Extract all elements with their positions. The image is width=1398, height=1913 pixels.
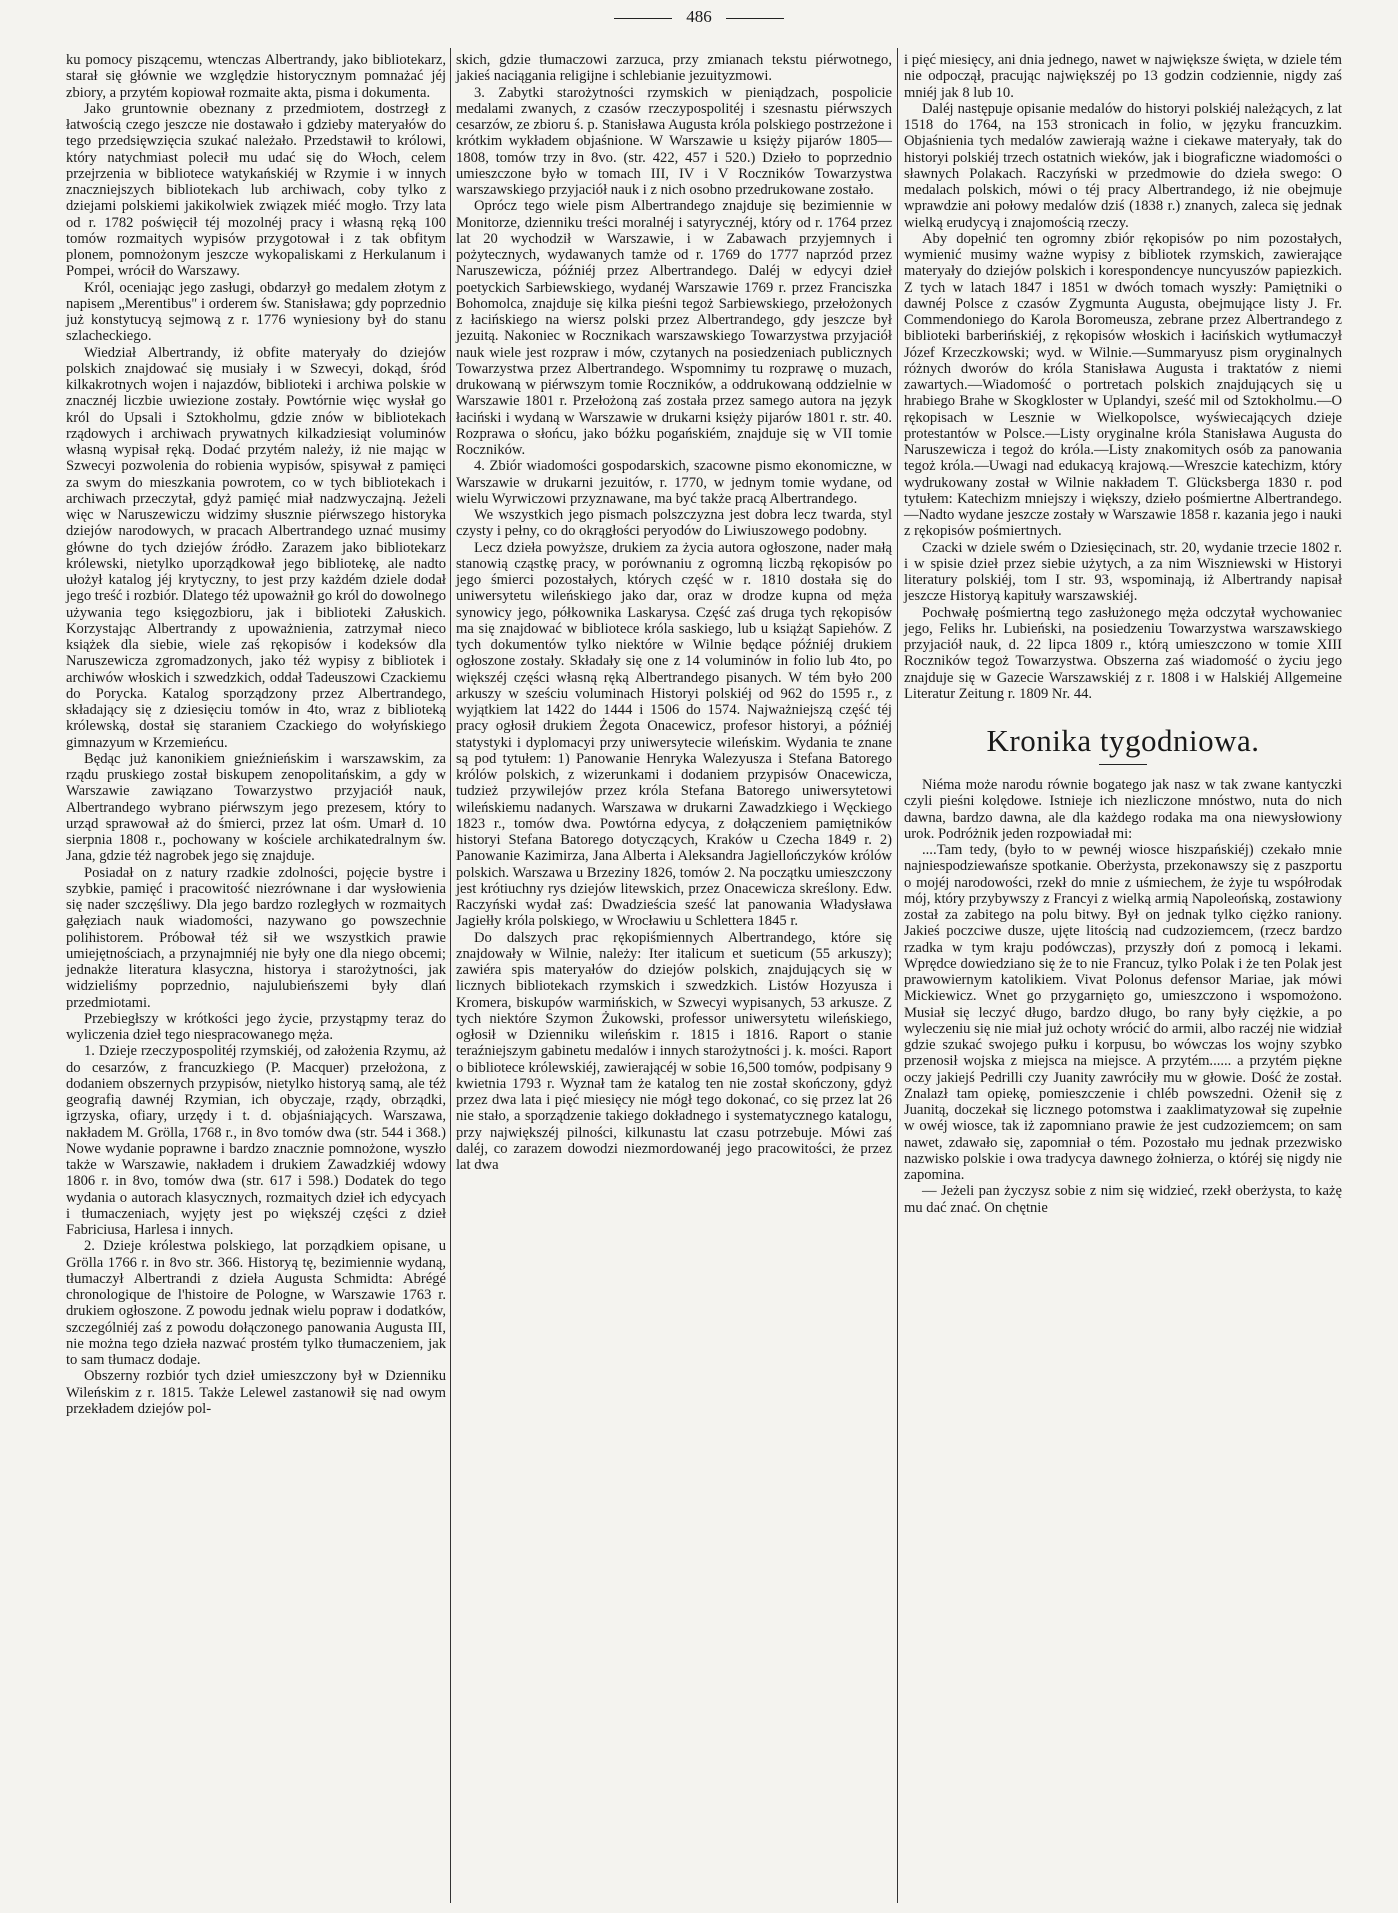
paragraph: Daléj następuje opisanie medalów do historyi polskiéj należących, z lat 1518 do 1764, na 153 stronicach in folio, w języku francuzkim. Objaśnienia tych medalów zawierają ważne i ciekawe materyały, tak do historyi polskiéj trzech ostatnich wieków, jak i biograficzne wiadomości o sławnych Polakach. Raczyński w przedmowie do dzieła swego: O medalach polskich, mówi o téj pracy Albertrandego, iż nie obejmuje wprawdzie ani połowy medalów dziś (1838 r.) znanych, zaleca się jednak wielką erudycyą i znajomością rzeczy. (904, 100, 1342, 231)
column-3 (904, 52, 1342, 1216)
paragraph: Przebiegłszy w krótkości jego życie, przystąpmy teraz do wyliczenia dzieł tego niespracowanego męża. (66, 1010, 446, 1043)
paragraph: Lecz dzieła powyższe, drukiem za życia autora ogłoszone, nader małą stanowią cząstkę pracy, w porównaniu z ogromną liczbą rękopisów po jego śmierci pozostałych, których część w r. 1810 dostała się do uniwersytetu wileńskiego jako dar, oraz w drodze kupna od męża synowicy jego, półkownika Laskarysa. Część zaś druga tych rękopisów ma się znajdować w bibliotece króla saskiego, lub u książąt Sapiehów. Z tych dokumentów tylko niektóre w Wilnie będące późniéj drukiem ogłoszone zostały. Składały się one z 14 voluminów in folio lub 4to, po większéj części własną ręką Albertrandego pisanych. W tém było 200 arkuszy w sześciu voluminach Historyi polskiéj od 962 do 1595 r., z wyjątkiem lat 1422 do 1444 i 1506 do 1574. Najważniejszą część téj pracy ogłosił drukiem Żegota Onacewicz, profesor historyi, a późniéj statystyki i dyplomacyi przy uniwersytecie wileńskim. Wydania te znane są pod tytułem: 1) Panowanie Henryka Walezyusza i Stefana Batorego królów polskich, z wizerunkami i dodaniem przypisów Onacewicza, tudzież przywilejów przez króla Stefana Batorego uniwersytetowi wileńskiemu nadanych. Warszawa w drukarni Zawadzkiego i Węckiego 1823 r., tomów dwa. Powtórna edycya, z dołączeniem pamiętników historyi Stefana Batorego dotyczących, Kraków u Czecha 1849 r. 2) Panowanie Kazimirza, Jana Alberta i Aleksandra Jagiellończyków królów polskich. Warszawa u Brzeziny 1826, tomów 2. Na początku umieszczony jest krótiuchny rys dziejów litewskich, przez Onacewicza skreślony. Edw. Raczyński wydał zaś: Dwadzieścia sześć lat panowania Władysława Jagiełły króla polskiego, w Wrocławiu u Schlettera 1845 r. (456, 539, 892, 930)
paragraph: ....Tam tedy, (było to w pewnéj wiosce hiszpańskiéj) czekało mnie najniespodziewańsze spotkanie. Oberżysta, przekonawszy się z paszportu o mojéj narodowości, rzekł do mnie z uśmiechem, że żyje tu współrodak mój, który przybywszy z Francyi z wielką armią Napoleońską, zostawiony został za zabitego na polu bitwy. Był on jednak tylko ciężko raniony. Jakieś poczciwe dusze, ujęte litością nad cudzoziemcem, (rzecz bardzo rzadka w tym kraju podówczas), przyszły doń z pomocą i lekami. Wprędce dowiedziano się że to nie Francuz, tylko Polak i że ten Polak jest prawowiernym katolikiem. Vivat Polonus defensor Mariae, jak mówi Mickiewicz. Wnet go przygarnięto go, umieszczono i wspomożono. Musiał się leczyć długo, bardzo długo, bo rany były ciężkie, a po wyleczeniu się nie miał już ochoty wrócić do armii, albo raczéj nie widział gdzie szukać swojego pułku i korpusu, bo wówczas los wojny szybko przenosił wojska z miejsca na miejsce. A przytém...... a przytém piękne oczy jakiejś Pedrilli czy Juanity zawróciły mu w głowie. Dość że został. Znalazł tam opiekę, pomieszczenie i chléb powszedni. Ożenił się z Juanitą, doczekał się licznego potomstwa i zaaklimatyzował się zupełnie w owéj wiosce, tak iż zapomniano prawie że jest cudzoziemcem; on sam nawet, zdawało się, zapomniał o tém. Pozostało mu jednak przezwisko nazwisko polskie i owa tradycya dawnego żołnierza, o któréj się nigdy nie zapomina. (904, 842, 1342, 1183)
paragraph: Niéma może narodu równie bogatego jak nasz w tak zwane kantyczki czyli pieśni kolędowe. Istnieje ich niezliczone mnóstwo, nuta do nich dawna, bardzo dawna, ale dla każdego rodaka ma ona niewysłowiony urok. Podróżnik jeden rozpowiadał mi: (904, 777, 1342, 842)
paragraph: Wiedział Albertrandy, iż obfite materyały do dziejów polskich znajdować się musiały i w Szwecyi, dokąd, śród kilkakrotnych wojen i najazdów, biblioteki i archiwa polskie w znacznéj liczbie uwiezione zostały. Powtórnie więc wysłał go król do Upsali i Sztokholmu, gdzie znów w bibliotekach rządowych i archiwach prywatnych kilkadziesiąt voluminów własną wypisał ręką. Dodać przytém należy, iż nie mając w Szwecyi pozwolenia do robienia wypisów, spisywał z pamięci za swym do mieszkania powrotem, co w tych bibliotekach i archiwach przeczytał, gdyż pamięć miał nadzwyczajną. Jeżeli więc w Naruszewiczu widzimy słusznie piérwszego historyka dziejów narodowych, w pracach Albertrandego uznać musimy główne do tych dziejów źródło. Zarazem jako bibliotekarz królewski, nietylko uporządkował jego bibliotekę, ale nadto ułożył katalog jéj krytyczny, to jest przy każdém dziele dodał jego treść i rozbiór. Dlatego téż upoważnił go król do dowolnego używania tego księgozbioru, jak i biblioteki Załuskich. Korzystając Albertrandy z upoważnienia, zatrzymał nieco książek dla siebie, wiele zaś rękopisów i kodeksów dla Naruszewicza zgromadzonych, jako téż wypisy z bibliotek i archiwów włoskich i szwedzkich, oddał Tadeuszowi Czackiemu do Porycka. Katalog sporządzony przez Albertrandego, składający się z dziesięciu tomów in 4to, wraz z biblioteką królewską, dostał się staraniem Czackiego do wołyńskiego gimnazyum w Krzemieńcu. (66, 344, 446, 751)
paragraph: 3. Zabytki starożytności rzymskich w pieniądzach, pospolicie medalami zwanych, z czasów rzeczypospolitéj i szesnastu piérwszych cesarzów, ze zbioru ś. p. Stanisława Augusta króla polskiego postrzeżone i krótkim wykładem objaśnione. W Warszawie u księży pijarów 1805—1808, tomów trzy in 8vo. (str. 422, 457 i 520.) Dzieło to poprzednio umieszczone było w tomach III, IV i V Roczników Towarzystwa warszawskiego przyjaciół nauk i z nich osobno przedrukowane zostało. (456, 84, 892, 198)
paragraph: Aby dopełnić ten ogromny zbiór rękopisów po nim pozostałych, wymienić musimy ważne wypisy z bibliotek rzymskich, zawierające materyały do dziejów polskich i korespondencye nuncyuszów papiezkich. Z tych w latach 1847 i 1851 w dwóch tomach wyszły: Pamiętniki o dawnéj Polsce z czasów Zygmunta Augusta, obejmujące listy J. Fr. Commendoniego do Karola Boromeusza, zebrane przez Albertrandego z biblioteki barberińskiéj, z rękopisów włoskich i łacińskich wytłumaczył Józef Krzeczkowski; wyd. w Wilnie.—Summaryusz pism oryginalnych różnych dworów do króla Stanisława Augusta i traktatów z niemi zawartych.—Wiadomość o portretach polskich znajdujących się u hrabiego Brahe w Skogkloster w Uplandyi, sześć mil od Sztokholmu.—O rękopisach w Lesznie w Wielkopolsce, wyświecających dzieje protestantów w Polsce.—Listy oryginalne króla Stanisława Augusta do Naruszewicza i tegoż do króla.—Listy znakomitych osób za panowania tegoż króla.—Uwagi nad edukacyą krajową.—Wreszcie katechizm, który wydrukowany został w Wilnie nakładem T. Glücksberga 1830 r. pod tytułem: Katechizm mniejszy i większy, dzieło pośmiertne Albertrandego.—Nadto wydane jeszcze zostały w Warszawie 1858 r. kazania jego i nauki z rękopisów pośmiertnych. (904, 230, 1342, 540)
page-header (0, 6, 1398, 28)
paragraph: — Jeżeli pan życzysz sobie z nim się widzieć, rzekł oberżysta, to każę mu dać znać. On chętnie (904, 1183, 1342, 1216)
paragraph: Król, oceniając jego zasługi, obdarzył go medalem złotym z napisem „Merentibus" i orderem św. Stanisława; gdy poprzednio już konstytucyą sejmową z r. 1776 wyniesiony był do stanu szlacheckiego. (66, 279, 446, 345)
paragraph: Posiadał on z natury rzadkie zdolności, pojęcie bystre i szybkie, pamięć i pracowitość niezrównane i dar wysłowienia się nader szczęśliwy. Dla jego bardzo rozległych w rozmaitych gałęziach nauk wiadomości, nazywano go powszechnie polihistorem. Próbował téż sił we wszystkich prawie umiejętnościach, a przynajmniéj nie były one dla niego obcemi; jednakże literatura klasyczna, historya i starożytności, jak widzieliśmy poprzednio, najulubieńszemi były dlań przedmiotami. (66, 864, 446, 1011)
heading-rule (1099, 764, 1147, 765)
paragraph: 1. Dzieje rzeczypospolitéj rzymskiéj, od założenia Rzymu, aż do cesarzów, z francuzkiego (P. Macquer) przełożona, z dodaniem obszernych przypisów, nietylko historyą samą, ale téż geografią dawnéj Rzymian, ich obyczaje, rządy, obrządki, igrzyska, ofiary, urzędy i t. d. objaśniających. Warszawa, nakładem M. Grölla, 1768 r., in 8vo tomów dwa (str. 544 i 368.) Nowe wydanie poprawne i bardzo znacznie pomnożone, wyszło także w Warszawie, nakładem i drukiem Zawadzkiéj wdowy 1806 r. in 8vo, tomów dwa (str. 617 i 598.) Dodatek do tego wydania o autorach klasycznych, rozmaitych dzieł ich edycyach i tłumaczeniach, wyjęty jest po większéj części z dzieł Fabriciusa, Harlesa i innych. (66, 1043, 446, 1238)
paragraph: We wszystkich jego pismach polszczyzna jest dobra lecz twarda, styl czysty i pełny, co do okrągłości peryodów do Liwiuszowego podobny. (456, 507, 892, 540)
paragraph: Do dalszych prac rękopiśmiennych Albertrandego, które się znajdowały w Wilnie, należy: Iter italicum et sueticum (55 arkuszy); zawiéra spis materyałów do dziejów polskich, znajdujących się w licznych bibliotekach rzymskich i szwedzkich. Listów Hozyusza i Kromera, biskupów warmińskich, w Szwecyi wypisanych, 53 arkusze. Z tych niektóre Szymon Żukowski, professor uniwersytetu wileńskiego, ogłosił w Dzienniku wileńskim r. 1815 i 1816. Raport o stanie teraźniejszym gabinetu medalów i innych starożytności j. k. mości. Raport o bibliotece królewskiéj, zawierającéj w sobie 16,500 tomów, podpisany 9 kwietnia 1793 r. Wyznał tam że katalog ten nie został skończony, gdyż przez dwa lata i pięć miesięcy nie mógł tego dokonać, co się przez lat 26 nie stało, a sporządzenie takiego dokładnego i systematycznego katalogu, przy największéj pilności, kilkunastu lat czasu potrzebuje. Mówi zaś daléj, co zarazem dowodzi niezmordowanéj jego pracowitości, że przez lat dwa (456, 929, 892, 1173)
paragraph: Obszerny rozbiór tych dzieł umieszczony był w Dzienniku Wileńskim z r. 1815. Także Lelewel zastanowił się nad owym przekładem dziejów pol- (66, 1368, 446, 1417)
column-1 (66, 52, 446, 1417)
paragraph: Pochwałę pośmiertną tego zasłużonego męża odczytał wychowaniec jego, Feliks hr. Lubieński, na posiedzeniu Towarzystwa warszawskiego przyjaciół nauk, d. 22 lipca 1809 r., którą umieszczono w tomie XIII Roczników tegoż Towarzystwa. Obszerna zaś wiadomość o życiu jego znajduje się w Gazecie Warszawskiéj z r. 1808 i w Halskiéj Allgemeine Literatur Zeitung r. 1809 Nr. 44. (904, 604, 1342, 702)
paragraph: Będąc już kanonikiem gnieźnieńskim i warszawskim, za rządu pruskiego został biskupem zenopolitańskim, a gdy w Warszawie zawiązano Towarzystwo przyjaciół nauk, Albertrandego wybrano piérwszym jego prezesem, który to urząd sprawował aż do śmierci, przez lat ośm. Umarł d. 10 sierpnia 1808 r., pochowany w kościele archikatedralnym św. Jana, gdzie téż nagrobek jego się znajduje. (66, 750, 446, 865)
paragraph: Jako gruntownie obeznany z przedmiotem, dostrzegł z łatwością czego jeszcze nie dostawało i gdzieby materyałów do tego przedsięwzięcia szukać należało. Przedstawił to królowi, który natychmiast polecił mu udać się do Włoch, celem przejrzenia w bibliotece watykańskiéj w Rzymie i w innych znaczniejszych bibliotekach lub archiwach, coby tylko z dziejami polskiemi jakikolwiek związek miéć mogło. Trzy lata od r. 1782 poświęcił téj mozolnéj pracy i własną ręką 100 tomów rozmaitych wypisów przygotował i z tak obfitym plonem, pomnożonym jeszcze wykopaliskami z Herkulanum i Pompei, wrócił do Warszawy. (66, 100, 446, 280)
paragraph: i pięć miesięcy, ani dnia jednego, nawet w największe święta, w dziele tém nie odpoczął, pracując największéj po 13 godzin codziennie, nigdy zaś mniéj jak 8 lub 10. (904, 52, 1342, 101)
column-3-upper (904, 52, 1342, 702)
paragraph: Czacki w dziele swém o Dziesięcinach, str. 20, wydanie trzecie 1802 r. i w spisie dzieł przez siebie użytych, a za nim Wiszniewski w Historyi literatury polskiéj, tom I str. 93, wspominają, iż Albertrandy napisał jeszcze Historyą kapituły warszawskiéj. (904, 539, 1342, 605)
column-3-lower (904, 777, 1342, 1216)
paragraph: 4. Zbiór wiadomości gospodarskich, szacowne pismo ekonomiczne, w Warszawie w drukarni jezuitów, r. 1770, w jednym tomie wydane, od wielu Wyrwiczowi przyznawane, ma być także pracą Albertrandego. (456, 458, 892, 507)
paragraph: skich, gdzie tłumaczowi zarzuca, przy zmianach tekstu piérwotnego, jakieś naciągania religijne i schlebianie jezuityzmowi. (456, 52, 892, 85)
column-divider (897, 48, 898, 1903)
page-number: 486 (686, 7, 712, 26)
column-2 (456, 52, 892, 1173)
paragraph: 2. Dzieje królestwa polskiego, lat porządkiem opisane, u Grölla 1766 r. in 8vo str. 366. Historyą tę, bezimiennie wydaną, tłumaczył Albertrandi z dzieła Augusta Schmidta: Abrégé chronologique de l'histoire de Pologne, w Warszawie 1763 r. drukiem ogłoszone. Z powodu jednak wielu popraw i dodatków, szczególniéj zaś z powodu dołączonego panowania Augusta III, nie można tego dzieła nazwać prostém tylko tłumaczeniem, jak to sam tłumacz dodaje. (66, 1238, 446, 1368)
paragraph: ku pomocy piszącemu, wtenczas Albertrandy, jako bibliotekarz, starał się głównie we względzie historycznym pomnażać jéj zbiory, a przytém kopiował rozmaite akta, pisma i dokumenta. (66, 52, 446, 101)
header-rule-left (614, 18, 672, 19)
column-divider (450, 48, 451, 1903)
paragraph: Oprócz tego wiele pism Albertrandego znajduje się bezimiennie w Monitorze, dzienniku treści moralnéj i satyrycznéj, który od r. 1764 przez lat 20 wychodził w Warszawie, i w Zabawach przyjemnych i pożytecznych, wydawanych tamże od r. 1769 do 1777 naprzód przez Naruszewicza, późniéj przez Albertrandego. Daléj w edycyi dzieł poetyckich Sarbiewskiego, wydanéj Warszawie 1769 r. przez Franciszka Bohomolca, znajduje się kilka pieśni tegoż Sarbiewskiego, przełożonych z łacińskiego na wiersz polski przez Albertrandego, gdy jeszcze był jezuitą. Nakoniec w Rocznikach warszawskiego Towarzystwa przyjaciół nauk wiele jest rozpraw i mów, czytanych na posiedzeniach publicznych Towarzystwa przez Albertrandego. Wspomnimy tu rozprawę o muzach, drukowaną w piérwszym tomie Roczników, a oddrukowaną oddzielnie w Warszawie 1801 r. Przełożoną zaś została przez samego autora na język łaciński i wydaną w Warszawie w drukarni księży pijarów 1801 r. str. 40. Rozprawa o słońcu, jako bóżku pogańskiém, znajduje się w VII tomie Roczników. (456, 198, 892, 458)
section-heading: Kronika tygodniowa. (986, 723, 1260, 758)
header-rule-right (726, 18, 784, 19)
